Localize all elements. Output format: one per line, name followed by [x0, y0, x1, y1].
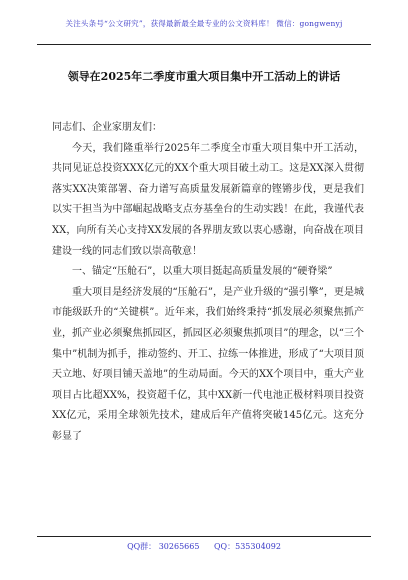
document-body — [52, 118, 364, 448]
paragraph-section-1: 重大项目是经济发展的“压舱石”，是产业升级的“强引擎”，更是城市能级跃升的“关键棋”。近年来，我们始终秉持“抓发展必须聚焦抓产业，抓产业必须聚焦抓园区，抓园区必须聚焦抓项目”的理念，以“三个集中”机制为抓手，推动签约、开工、拉练一体推进，形成了“大项目顶天立地、好项目铺天盖地”的生动局面。今天的XX个项目中，重大产业项目占比超XX%，投资超千亿，其中XX新一代电池正极材料项目投资XX亿元，采用全球领先技术，建成后年产值将突破145亿元。这充分彰显了 — [52, 286, 364, 442]
header-rule — [37, 44, 371, 45]
footer — [0, 541, 408, 552]
header-note: 关注头条号“公文研究”，获得最新最全最专业的公文资料库！ 微信：gongwenyj — [65, 19, 343, 28]
footer-rule — [37, 536, 371, 537]
footer-qq-group: QQ群： 30265665 — [127, 542, 200, 551]
paragraph-opening: 今天，我们隆重举行2025年二季度全市重大项目集中开工活动，共同见证总投资XXX亿元的XX个重大项目破土动工。这是XX深入贯彻落实XX决策部署、奋力谱写高质量发展新篇章的铿锵步伐，更是我们以实干担当为中部崛起战略支点夯基垒台的生动实践！在此，我谨代表XX，向所有关心支持XX发展的各界朋友致以衷心感谢，向奋战在项目建设一线的同志们致以崇高敬意！ — [52, 142, 364, 257]
document-title: 领导在2025年二季度市重大项目集中开工活动上的讲话 — [67, 70, 341, 83]
salutation: 同志们、企业家朋友们： — [52, 122, 162, 133]
section-heading-1: 一、锚定“压舱石”，以重大项目挺起高质量发展的“硬脊梁” — [72, 266, 333, 278]
footer-qq: QQ：535304092 — [214, 542, 281, 551]
